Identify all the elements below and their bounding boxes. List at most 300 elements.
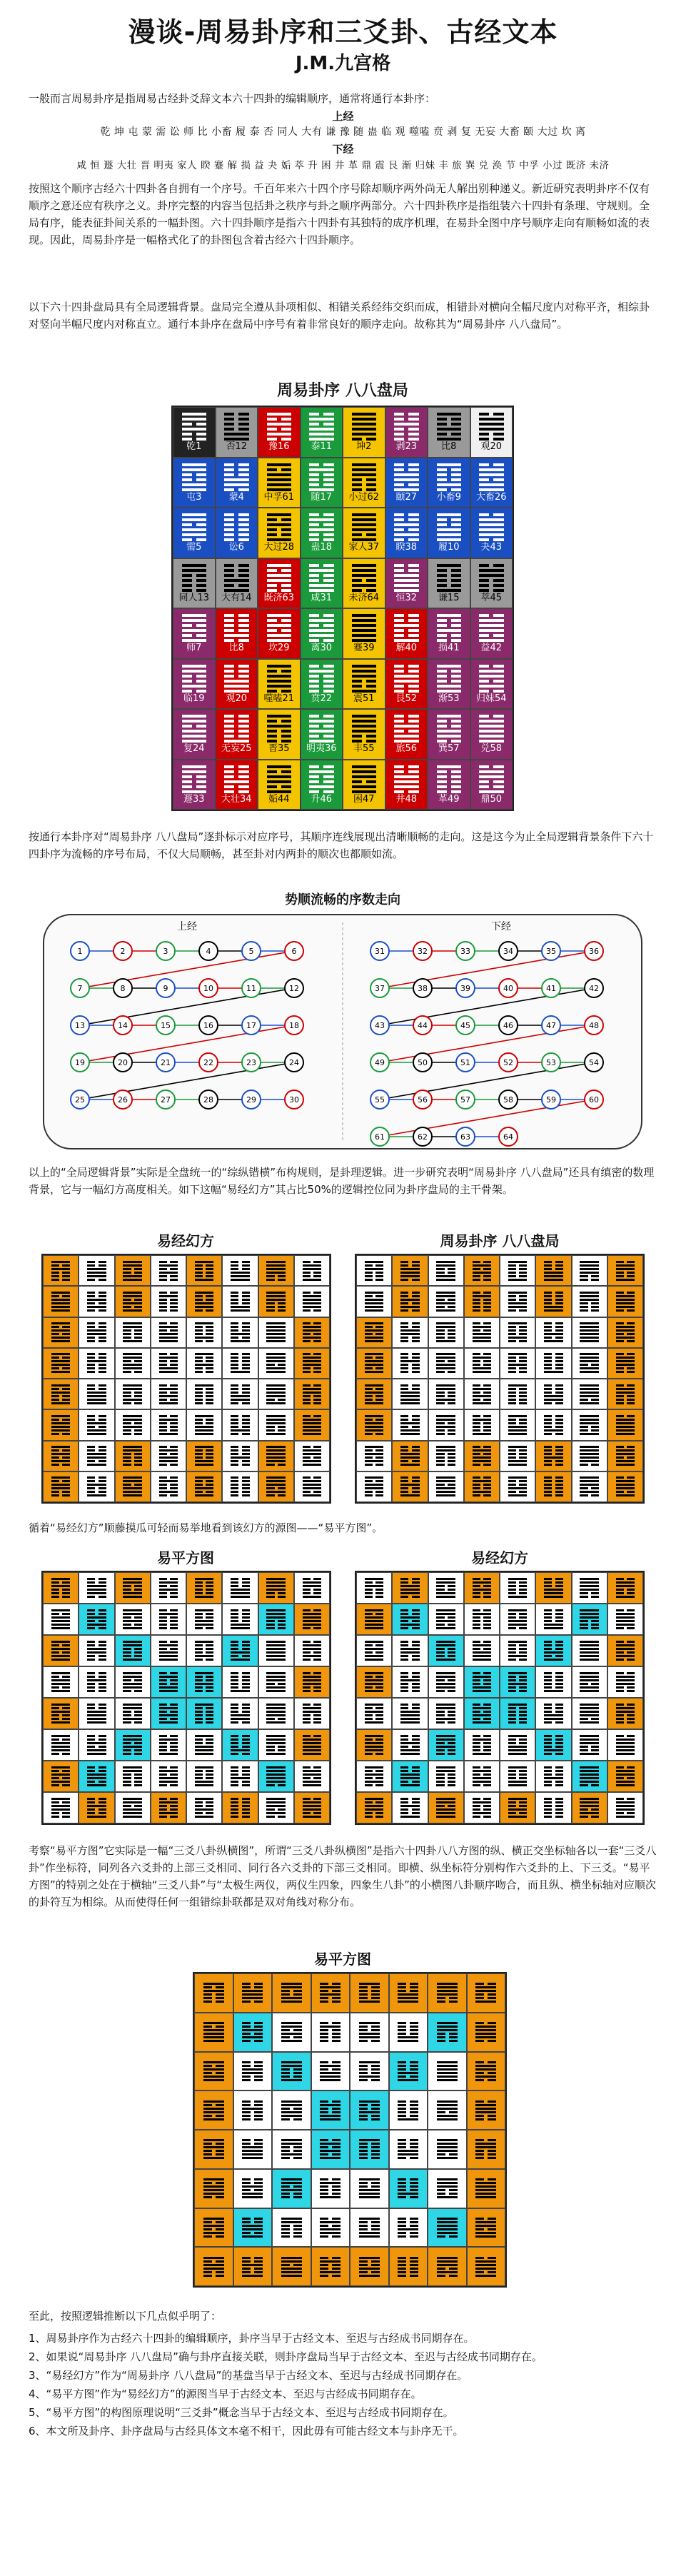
hexagram-icon (159, 1292, 178, 1312)
hexagram-cell (79, 1698, 114, 1729)
hexagram-icon (242, 1983, 263, 2003)
hexagram-icon (123, 1609, 142, 1629)
hexagram-cell (233, 1973, 273, 2013)
hexagram-icon (303, 1609, 322, 1629)
hexagram-cell (294, 1409, 330, 1440)
hexagram-icon (580, 1766, 599, 1786)
hexagram-icon (266, 1735, 286, 1755)
hexagram-icon (195, 1609, 214, 1629)
hexagram-label: 归妹54 (475, 693, 507, 704)
hexagram-icon (159, 1322, 178, 1342)
hexagram-icon (303, 1415, 322, 1435)
sequence-number: 35 (546, 947, 556, 956)
hexagram-cell (294, 1666, 330, 1698)
hexagram-icon (231, 1415, 250, 1435)
hexagram-icon (281, 2061, 302, 2081)
hexagram-cell (500, 1604, 535, 1635)
hexagram-icon (508, 1641, 528, 1661)
hexagram-cell (43, 1348, 79, 1379)
sequence-number: 54 (589, 1058, 599, 1067)
hexagram-cell (272, 2208, 311, 2248)
hexagram-icon (616, 1704, 635, 1724)
hexagram-icon (359, 2218, 380, 2238)
hexagram-cell (385, 760, 428, 810)
hexagram-label: 遯33 (183, 793, 205, 805)
hexagram-icon (309, 413, 334, 441)
hexagram-label: 明夷36 (306, 743, 337, 755)
hexagram-cell (572, 1379, 607, 1409)
hexagram-label: 观20 (226, 693, 248, 704)
hexagram-icon (436, 1292, 455, 1312)
flow-connector (380, 1062, 594, 1100)
hexagram-icon (394, 715, 419, 743)
hexagram-icon (87, 1261, 106, 1281)
hexagram-label: 贲22 (311, 693, 333, 704)
hexagram-cell (607, 1729, 643, 1761)
hexagram-icon (544, 1578, 563, 1598)
sequence-number: 9 (163, 984, 168, 993)
hexagram-cell (467, 2052, 506, 2091)
hexagram-icon (123, 1446, 142, 1466)
hexagram-cell (151, 1761, 186, 1792)
hexagram-cell (428, 1604, 464, 1635)
sequence-number: 40 (503, 984, 513, 993)
hexagram-cell (535, 1572, 571, 1604)
section5-paragraph: 考察“易平方图”它实际是一幅“三爻八卦纵横图”，所谓“三爻八卦纵横图”是指六十四卦八八方图的纵、横正交坐标轴各以一套“三爻八卦”作坐标符，同列各六爻卦的上部三爻相同、同行各六爻卦的下部三爻相同。即横、纵坐标符分别构作六爻卦的上、下三爻。“易平方图”的特别之处在于横轴“三爻八卦”与“太极生两仪，两仪生四象，四象生八卦”的小横图八卦顺序吻合，而且纵、横坐标轴对应顺次的卦符互为相综。从而使得任何一组错综卦联都是双对角线对称分布。 (29, 1844, 657, 1908)
hexagram-icon (87, 1292, 106, 1312)
hexagram-cell (79, 1255, 114, 1286)
hexagram-label: 噬嗑21 (263, 693, 295, 704)
hexagram-icon (544, 1353, 563, 1373)
hexagram-icon (398, 2218, 418, 2238)
hexagram-cell (343, 760, 385, 810)
hexagram-cell (186, 1698, 222, 1729)
sequence-number: 5 (248, 947, 254, 956)
hexagram-cell (607, 1348, 643, 1379)
sequence-number: 46 (503, 1021, 513, 1030)
magic-square-title-2: 易经幻方 (471, 1549, 528, 1566)
hexagram-label: 蹇39 (353, 643, 375, 654)
sequence-number: 49 (375, 1058, 385, 1067)
hexagram-label: 无妄25 (221, 743, 252, 755)
hexagram-cell (428, 1348, 464, 1379)
magic-square-title: 易经幻方 (157, 1232, 214, 1249)
hexagram-icon (309, 665, 334, 693)
hexagram-icon (352, 715, 377, 743)
hexagram-icon (616, 1446, 635, 1466)
hexagram-cell (500, 1729, 535, 1761)
sequence-number: 45 (460, 1021, 470, 1030)
hexagram-icon (224, 614, 249, 642)
sequence-number: 51 (460, 1058, 470, 1067)
hexagram-cell (151, 1666, 186, 1698)
hexagram-icon (266, 1292, 286, 1312)
sequence-number: 48 (589, 1021, 599, 1030)
hexagram-icon (398, 2100, 418, 2120)
hexagram-icon (159, 1578, 178, 1598)
hexagram-icon (475, 2257, 496, 2277)
hexagram-icon (479, 614, 504, 642)
hexagram-cell (222, 1409, 258, 1440)
hexagram-cell (356, 1317, 392, 1348)
hexagram-icon (436, 1353, 455, 1373)
hexagram-icon (473, 1798, 492, 1818)
hexagram-cell (151, 1792, 186, 1823)
hexagram-icon (400, 1476, 420, 1496)
hexagram-icon (437, 513, 462, 541)
hexagram-cell (173, 709, 216, 760)
hexagram-icon (616, 1322, 635, 1342)
hexagram-cell (356, 1729, 392, 1761)
hexagram-cell (294, 1604, 330, 1635)
hexagram-label: 升46 (311, 793, 333, 805)
hexagram-icon (508, 1704, 528, 1724)
hexagram-label: 恒32 (395, 592, 418, 603)
hexagram-label: 讼6 (228, 542, 244, 553)
hexagram-icon (437, 2218, 458, 2238)
hexagram-icon (51, 1292, 71, 1312)
hexagram-icon (365, 1766, 384, 1786)
hexagram-icon (475, 2022, 496, 2042)
hexagram-cell (294, 1761, 330, 1792)
hexagram-icon (242, 2178, 263, 2198)
hexagram-cell (428, 407, 470, 458)
hexagram-label: 姤44 (268, 793, 290, 805)
hexagram-cell (43, 1635, 79, 1666)
hexagram-icon (123, 1322, 142, 1342)
sequence-number: 10 (203, 984, 213, 993)
hexagram-label: 咸31 (311, 592, 333, 603)
hexagram-cell (392, 1255, 428, 1286)
hexagram-cell (392, 1379, 428, 1409)
hexagram-cell (535, 1604, 571, 1635)
hexagram-cell (222, 1379, 258, 1409)
hexagram-cell (301, 709, 343, 760)
hexagram-icon (508, 1353, 528, 1373)
hexagram-icon (123, 1735, 142, 1755)
hexagram-cell (572, 1792, 607, 1823)
hexagram-cell (428, 659, 470, 710)
hexagram-cell (389, 2169, 428, 2208)
hexagram-cell (428, 1409, 464, 1440)
hexagram-cell (258, 1698, 294, 1729)
hexagram-icon (303, 1798, 322, 1818)
hexagram-cell (222, 1255, 258, 1286)
hexagram-icon (394, 413, 419, 441)
hexagram-icon (51, 1578, 71, 1598)
hexagram-icon (195, 1384, 214, 1404)
sequence-number: 20 (118, 1058, 128, 1067)
hexagram-icon (203, 2178, 224, 2198)
hexagram-cell (115, 1604, 151, 1635)
hexagram-icon (159, 1766, 178, 1786)
sequence-number: 2 (120, 947, 126, 956)
sequence-number: 34 (503, 947, 513, 956)
hexagram-icon (475, 2139, 496, 2159)
hexagram-cell (428, 1729, 464, 1761)
hexagram-cell (43, 1255, 79, 1286)
hexagram-icon (195, 1261, 214, 1281)
hexagram-icon (616, 1476, 635, 1496)
hexagram-icon (436, 1609, 455, 1629)
hexagram-label: 比8 (228, 643, 244, 654)
hexagram-icon (544, 1476, 563, 1496)
hexagram-label: 小过62 (348, 491, 380, 503)
hexagram-icon (320, 1983, 341, 2003)
hexagram-cell (464, 1635, 500, 1666)
hexagram-icon (479, 513, 504, 541)
flow-diagram (43, 914, 642, 1149)
hexagram-cell (115, 1441, 151, 1471)
hexagram-icon (51, 1672, 71, 1692)
hexagram-icon (400, 1446, 420, 1466)
hexagram-cell (428, 2169, 467, 2208)
hexagram-cell (115, 1572, 151, 1604)
hexagram-icon (359, 1983, 380, 2003)
hexagram-icon (365, 1292, 384, 1312)
hexagram-cell (115, 1698, 151, 1729)
hexagram-icon (475, 2178, 496, 2198)
hexagram-cell (272, 2247, 311, 2286)
hexagram-icon (281, 1983, 302, 2003)
hexagram-label: 大过28 (263, 542, 295, 553)
hexagram-label: 晋35 (268, 743, 290, 755)
hexagram-cell (343, 407, 385, 458)
hexagram-icon (266, 1798, 286, 1818)
hexagram-icon (580, 1641, 599, 1661)
hexagram-cell (385, 659, 428, 710)
hexagram-cell (222, 1604, 258, 1635)
sequence-number: 42 (589, 984, 599, 993)
square-figure-title-2: 易平方图 (314, 1951, 371, 1968)
hexagram-icon (87, 1384, 106, 1404)
hexagram-icon (437, 413, 462, 441)
hexagram-icon (182, 665, 207, 693)
hexagram-icon (544, 1735, 563, 1755)
hexagram-icon (231, 1641, 250, 1661)
hexagram-cell (392, 1729, 428, 1761)
hexagram-icon (544, 1641, 563, 1661)
hexagram-icon (359, 2139, 380, 2159)
sequence-number: 60 (589, 1095, 599, 1105)
sequence-number: 61 (375, 1132, 385, 1142)
hexagram-cell (392, 1604, 428, 1635)
hexagram-icon (508, 1261, 528, 1281)
hexagram-cell (115, 1729, 151, 1761)
hexagram-icon (436, 1735, 455, 1755)
hexagram-cell (186, 1409, 222, 1440)
hexagram-icon (159, 1609, 178, 1629)
hexagram-icon (473, 1578, 492, 1598)
hexagram-cell (43, 1286, 79, 1317)
hexagram-cell (294, 1441, 330, 1471)
hexagram-cell (356, 1792, 392, 1823)
hexagram-cell (258, 1604, 294, 1635)
hexagram-cell (233, 2247, 273, 2286)
hexagram-icon (508, 1672, 528, 1692)
hexagram-icon (398, 2178, 418, 2198)
hexagram-cell (173, 458, 216, 508)
hexagram-cell (535, 1698, 571, 1729)
hexagram-icon (267, 765, 292, 793)
hexagram-icon (473, 1766, 492, 1786)
hexagram-cell (607, 1635, 643, 1666)
hexagram-cell (173, 659, 216, 710)
hexagram-icon (436, 1261, 455, 1281)
hexagram-icon (320, 2022, 341, 2042)
hexagram-label: 蛊18 (311, 542, 333, 553)
hexagram-cell (115, 1286, 151, 1317)
section4-paragraph: 循着“易经幻方”顺藤摸瓜可轻而易举地看到该幻方的源图——“易平方图”。 (29, 1521, 383, 1534)
hexagram-icon (266, 1415, 286, 1435)
hexagram-cell (389, 2052, 428, 2091)
hexagram-cell (607, 1604, 643, 1635)
sequence-number: 57 (460, 1095, 470, 1105)
hexagram-cell (294, 1471, 330, 1502)
sequence-number: 3 (163, 947, 168, 956)
article-title: 漫谈-周易卦序和三爻卦、古经文本 (128, 16, 558, 48)
hexagram-icon (394, 765, 419, 793)
hexagram-label: 蒙4 (228, 491, 244, 503)
hexagram-cell (294, 1317, 330, 1348)
hexagram-cell (500, 1666, 535, 1698)
hexagram-cell (392, 1792, 428, 1823)
hexagram-cell (186, 1761, 222, 1792)
hexagram-icon (580, 1415, 599, 1435)
hexagram-cell (258, 1409, 294, 1440)
hexagram-cell (151, 1379, 186, 1409)
hexagram-icon (309, 564, 334, 592)
hexagram-cell (222, 1286, 258, 1317)
hexagram-icon (580, 1261, 599, 1281)
hexagram-icon (400, 1384, 420, 1404)
hexagram-icon (182, 614, 207, 642)
hexagram-icon (267, 715, 292, 743)
hexagram-cell (572, 1572, 607, 1604)
hexagram-cell (535, 1317, 571, 1348)
hexagram-cell (350, 2169, 389, 2208)
hexagram-icon (224, 715, 249, 743)
hexagram-icon (267, 413, 292, 441)
hexagram-icon (437, 2257, 458, 2277)
hexagram-icon (195, 1322, 214, 1342)
hexagram-cell (272, 1973, 311, 2013)
hexagram-cell (115, 1761, 151, 1792)
hexagram-icon (303, 1704, 322, 1724)
hexagram-cell (173, 558, 216, 609)
hexagram-cell (535, 1255, 571, 1286)
hexagram-icon (87, 1353, 106, 1373)
hexagram-icon (398, 2139, 418, 2159)
sequence-number: 11 (246, 984, 256, 993)
hexagram-icon (508, 1322, 528, 1342)
hexagram-icon (242, 2139, 263, 2159)
hexagram-cell (535, 1471, 571, 1502)
hexagram-icon (394, 665, 419, 693)
hexagram-cell (343, 608, 385, 659)
hexagram-icon (231, 1353, 250, 1373)
hexagram-label: 益42 (480, 643, 503, 654)
intro-paragraph-2: 按照这个顺序古经六十四卦各自拥有一个序号。千百年来六十四个序号除却顺序两外尚无人解出别种递义。新近研究表明卦序不仅有顺序之意还应有秩序之义。卦序完整的内容当包括卦之秩序与卦之顺序两部分。六十四卦秩序是指组装六十四卦有条理、守规则。全局有序，能表征卦间关系的一幅卦图。六十四卦顺序是指六十四卦有其独特的成序机理，在易卦全图中序号顺序走向有顺畅如流的表现。因此，周易卦序是一幅格式化了的卦图包含着古经六十四卦顺序。 (29, 182, 650, 246)
flow-connector (80, 1062, 294, 1100)
hexagram-icon (309, 765, 334, 793)
hexagram-cell (500, 1761, 535, 1792)
hexagram-cell (500, 1635, 535, 1666)
hexagram-icon (436, 1476, 455, 1496)
hexagram-icon (437, 614, 462, 642)
hexagram-icon (616, 1261, 635, 1281)
hexagram-cell (79, 1666, 114, 1698)
sequence-number: 30 (289, 1095, 299, 1105)
hexagram-icon (303, 1261, 322, 1281)
hexagram-label: 小畜9 (436, 491, 461, 503)
hexagram-cell (311, 2247, 350, 2286)
hexagram-cell (392, 1441, 428, 1471)
hexagram-cell (258, 458, 301, 508)
sequence-number: 39 (460, 984, 470, 993)
sequence-number: 12 (289, 984, 299, 993)
hexagram-cell (356, 1635, 392, 1666)
upper-section-label: 上经 (177, 921, 197, 932)
hexagram-cell (464, 1286, 500, 1317)
hexagram-cell (216, 659, 258, 710)
hexagram-cell (301, 659, 343, 710)
hexagram-icon (242, 2022, 263, 2042)
hexagram-label: 观20 (480, 441, 503, 453)
hexagram-icon (87, 1446, 106, 1466)
hexagram-icon (473, 1353, 492, 1373)
hexagram-icon (182, 413, 207, 441)
hexagram-icon (508, 1292, 528, 1312)
hexagram-icon (203, 2022, 224, 2042)
hexagram-cell (151, 1317, 186, 1348)
hexagram-cell (222, 1317, 258, 1348)
hexagram-cell (79, 1761, 114, 1792)
hexagram-icon (437, 2100, 458, 2120)
hexagram-icon (473, 1322, 492, 1342)
hexagram-cell (428, 1698, 464, 1729)
hexagram-cell (43, 1604, 79, 1635)
hexagram-icon (479, 564, 504, 592)
hexagram-label: 解40 (395, 643, 418, 654)
hexagram-icon (508, 1578, 528, 1598)
hexagram-icon (231, 1672, 250, 1692)
sequence-number: 13 (75, 1021, 85, 1030)
hexagram-cell (222, 1348, 258, 1379)
hexagram-icon (159, 1415, 178, 1435)
hexagram-cell (233, 2169, 273, 2208)
hexagram-cell (186, 1792, 222, 1823)
flow-connector (380, 1100, 594, 1137)
hexagram-icon (365, 1261, 384, 1281)
hexagram-cell (151, 1441, 186, 1471)
hexagram-cell (500, 1471, 535, 1502)
hexagram-cell (470, 608, 513, 659)
hexagram-icon (436, 1446, 455, 1466)
hexagram-cell (258, 659, 301, 710)
hexagram-cell (385, 558, 428, 609)
hexagram-cell (389, 2130, 428, 2169)
hexagram-icon (182, 715, 207, 743)
sequence-number: 32 (418, 947, 428, 956)
hexagram-cell (572, 1698, 607, 1729)
hexagram-cell (258, 608, 301, 659)
hexagram-cell (222, 1698, 258, 1729)
hexagram-icon (87, 1609, 106, 1629)
hexagram-icon (400, 1353, 420, 1373)
hexagram-cell (500, 1255, 535, 1286)
hexagram-cell (572, 1666, 607, 1698)
